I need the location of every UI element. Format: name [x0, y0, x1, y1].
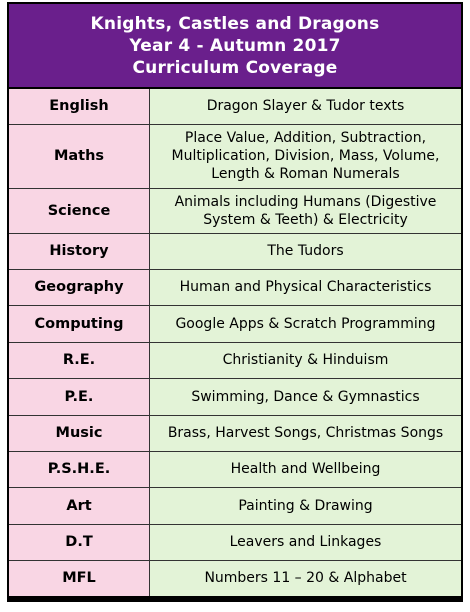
table-row	[9, 305, 461, 342]
content-cell: Leavers and Linkages	[150, 524, 462, 560]
document-header	[9, 4, 461, 89]
curriculum-document	[7, 2, 463, 602]
content-cell: Painting & Drawing	[150, 487, 462, 524]
subject-cell: P.S.H.E.	[9, 451, 150, 487]
content-cell: Health and Wellbeing	[150, 451, 462, 487]
subject-cell: History	[9, 233, 150, 269]
subject-cell: P.E.	[9, 378, 150, 415]
content-cell: Christianity & Hinduism	[150, 342, 462, 378]
content-cell: Dragon Slayer & Tudor texts	[150, 89, 462, 124]
content-cell: Animals including Humans (Digestive System & Teeth) & Electricity	[150, 188, 462, 233]
content-cell: Place Value, Addition, Subtraction, Multiplication, Division, Mass, Volume, Length & Roman Numerals	[150, 124, 462, 188]
table-row	[9, 269, 461, 305]
header-caption: Curriculum Coverage	[132, 57, 338, 78]
subject-cell: Science	[9, 188, 150, 233]
content-cell: Brass, Harvest Songs, Christmas Songs	[150, 415, 462, 451]
curriculum-table	[9, 89, 461, 596]
table-row	[9, 487, 461, 524]
subject-cell: Computing	[9, 305, 150, 342]
content-cell: Numbers 11 – 20 & Alphabet	[150, 560, 462, 596]
content-cell: The Tudors	[150, 233, 462, 269]
subject-cell: Art	[9, 487, 150, 524]
table-row	[9, 233, 461, 269]
table-row	[9, 124, 461, 188]
table-row	[9, 89, 461, 124]
content-cell: Swimming, Dance & Gymnastics	[150, 378, 462, 415]
subject-cell: Music	[9, 415, 150, 451]
subject-cell: Geography	[9, 269, 150, 305]
header-subtitle: Year 4 - Autumn 2017	[129, 35, 341, 56]
content-cell: Human and Physical Characteristics	[150, 269, 462, 305]
table-row	[9, 378, 461, 415]
table-row	[9, 451, 461, 487]
subject-cell: English	[9, 89, 150, 124]
table-row	[9, 342, 461, 378]
subject-cell: Maths	[9, 124, 150, 188]
table-row	[9, 188, 461, 233]
subject-cell: R.E.	[9, 342, 150, 378]
table-row	[9, 560, 461, 596]
header-title: Knights, Castles and Dragons	[90, 13, 380, 34]
subject-cell: MFL	[9, 560, 150, 596]
subject-cell: D.T	[9, 524, 150, 560]
table-row	[9, 524, 461, 560]
table-row	[9, 415, 461, 451]
content-cell: Google Apps & Scratch Programming	[150, 305, 462, 342]
